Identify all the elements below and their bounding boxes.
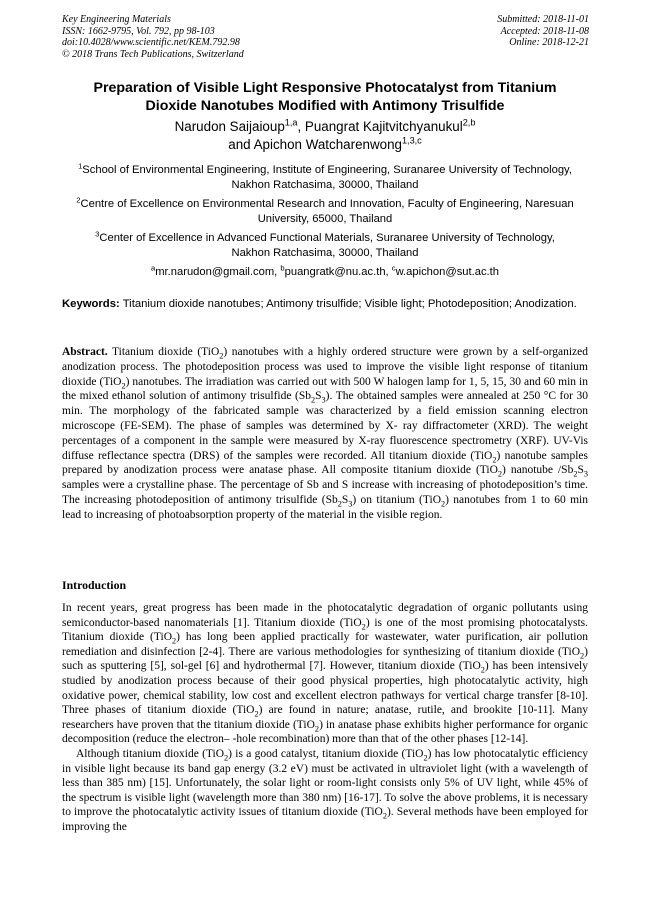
abstract-label: Abstract. — [62, 346, 108, 358]
keywords — [62, 297, 588, 312]
submission-dates — [497, 14, 589, 49]
journal-issn: ISSN: 1662-9795, Vol. 792, pp 98-103 — [62, 25, 215, 37]
author-affil-marker: 2,b — [462, 117, 476, 128]
accepted-date: Accepted: 2018-11-08 — [500, 25, 589, 37]
paper-title — [40, 80, 610, 115]
author-name: Narudon Saijaioup — [174, 119, 285, 134]
abstract: Abstract. Titanium dioxide (TiO$_2$) nanotubes with a highly ordered structure were grown by a self-organized anodization process. The photodeposition process was used to improve the visible light response of titanium dioxide (TiO$_2$) nanotubes. The irradiation was carried out with 500 W halogen lamp for 1, 5, 15, 30 and 60 min in the mixed ethanol solution of antimony trisulfide $(Sb_2S_3)$. The obtained samples were annealed at 250 °C for 30 min. The morphology of the fabricated sample was characterized by a field emission scanning electron microscope (FE-SEM). The phase of samples was determined by X- ray diffractometer (XRD). The weight percentages of a component in the sample were measured by X-ray fluorescence spectrometry (XRF). UV-Vis diffuse reflectance spectra (DRS) of the samples were recorded. All titanium dioxide (TiO$_2$) nanotube samples prepared by anodization process were anatase phase. All composite titanium dioxide (TiO$_2$) nanotube $/Sb_2S_3$ samples were a crystalline phase. The percentage of Sb and S increase with increasing of photodeposition’s time. The increasing photodeposition of antimony trisulfide $(Sb_2S_3)$ on titanium (TiO$_2$) nanotubes from 1 to 60 min lead to increasing of photoabsorption property of the material in the visible region. — [62, 346, 589, 521]
paragraph: In recent years, great progress has been made in the photocatalytic degradation of organic pollutants using semiconductor-based nanomaterials [1]. Titanium dioxide (TiO$_2$) is one of the most promising photocatalysts. Titanium dioxide (TiO$_2$) has long been applied practically for wastewater, water purification, air pollution remediation and disinfection [2-4]. There are various methodologies for synthesizing of titanium dioxide (TiO$_2$) such as sputtering [5], sol-gel [6] and hydrothermal [7]. However, titanium dioxide (TiO$_2$) has been intensively studied by anodization process because of their good physical properties, high photocatalytic activity, high oxidative power, chemical stability, low cost and excellent electron pathways for vertical charge transfer [8-10]. Three phases of titanium dioxide (TiO$_2$) are found in nature; anatase, rutile, and brookite [10-11]. Many researchers have proven that the titanium dioxide (TiO$_2$) in anatase phase exhibits higher performance for organic decomposition (reduce the electron– -hole recombination) more than that of the other phases [12-14]. — [62, 602, 589, 746]
author-affil-marker: 1,a — [284, 117, 298, 128]
journal-name: Key Engineering Materials — [62, 14, 171, 25]
author-emails: $^a$mr.narudon@gmail.com, $^b$puangratk@nu.ac.th, $^c$w.apichon@sut.ac.th — [151, 263, 499, 278]
email-link: mr.narudon@gmail.com, — [155, 266, 281, 278]
affiliation: $^1$School of Environmental Engineering, Institute of Engineering, Suranaree University of Technology, Nakhon Ratchasima, 30000, Thailand — [78, 161, 572, 191]
paragraph: Although titanium dioxide (TiO$_2$) is a good catalyst, titanium dioxide (TiO$_2$) has low photocatalytic efficiency in visible light because its band gap energy (3.2 eV) must be activated in ultraviolet light (with a wavelength of less than 385 nm) [15]. Unfortunately, the solar light or room-light consists only 5% of UV light, while 45% of the spectrum is visible light (wavelength more than 380 nm) [16-17]. To solve the above problems, it is necessary to improve the photocatalytic activity issues of titanium dioxide (TiO$_2$). Several methods have been employed for improving the — [62, 747, 588, 833]
online-date: Online: 2018-12-21 — [509, 37, 589, 48]
journal-doi: doi:10.4028/www.scientific.net/KEM.792.98 — [62, 37, 240, 48]
affiliation: $^3$Center of Excellence in Advanced Functional Materials, Suranaree University of Technology, Nakhon Ratchasima, 30000, Thailand — [95, 229, 555, 259]
keywords-label: Keywords: — [62, 298, 120, 310]
keywords-text: Titanium dioxide nanotubes; Antimony trisulfide; Visible light; Photodeposition; Anodization. — [119, 298, 577, 310]
author-list: Narudon Saijaioup$^{1,a}$, Puangrat Kajitvitchyanukul$^{2,b}$ and Apichon Watcharenwong$^{1,3,c}$ — [174, 117, 476, 152]
introduction-body — [62, 601, 588, 835]
journal-info — [62, 14, 244, 60]
journal-copyright: © 2018 Trans Tech Publications, Switzerland — [62, 48, 244, 60]
title-line: Dioxide Nanotubes Modified with Antimony Trisulfide — [145, 97, 505, 114]
author-name: Puangrat Kajitvitchyanukul — [304, 119, 463, 134]
section-heading: Introduction — [62, 578, 127, 592]
affiliations — [56, 163, 594, 280]
affiliation: $^2$Centre of Excellence on Environmental Research and Innovation, Faculty of Engineering, Naresuan University, 65000, Thailand — [76, 195, 574, 225]
author-name: Apichon Watcharenwong — [253, 137, 402, 152]
email-link: w.apichon@sut.ac.th — [395, 266, 499, 278]
title-line: Preparation of Visible Light Responsive Photocatalyst from Titanium — [93, 80, 557, 96]
author-affil-marker: 1,3,c — [401, 135, 422, 146]
email-link: puangratk@nu.ac.th, — [284, 266, 392, 278]
submitted-date: Submitted: 2018-11-01 — [497, 14, 589, 25]
